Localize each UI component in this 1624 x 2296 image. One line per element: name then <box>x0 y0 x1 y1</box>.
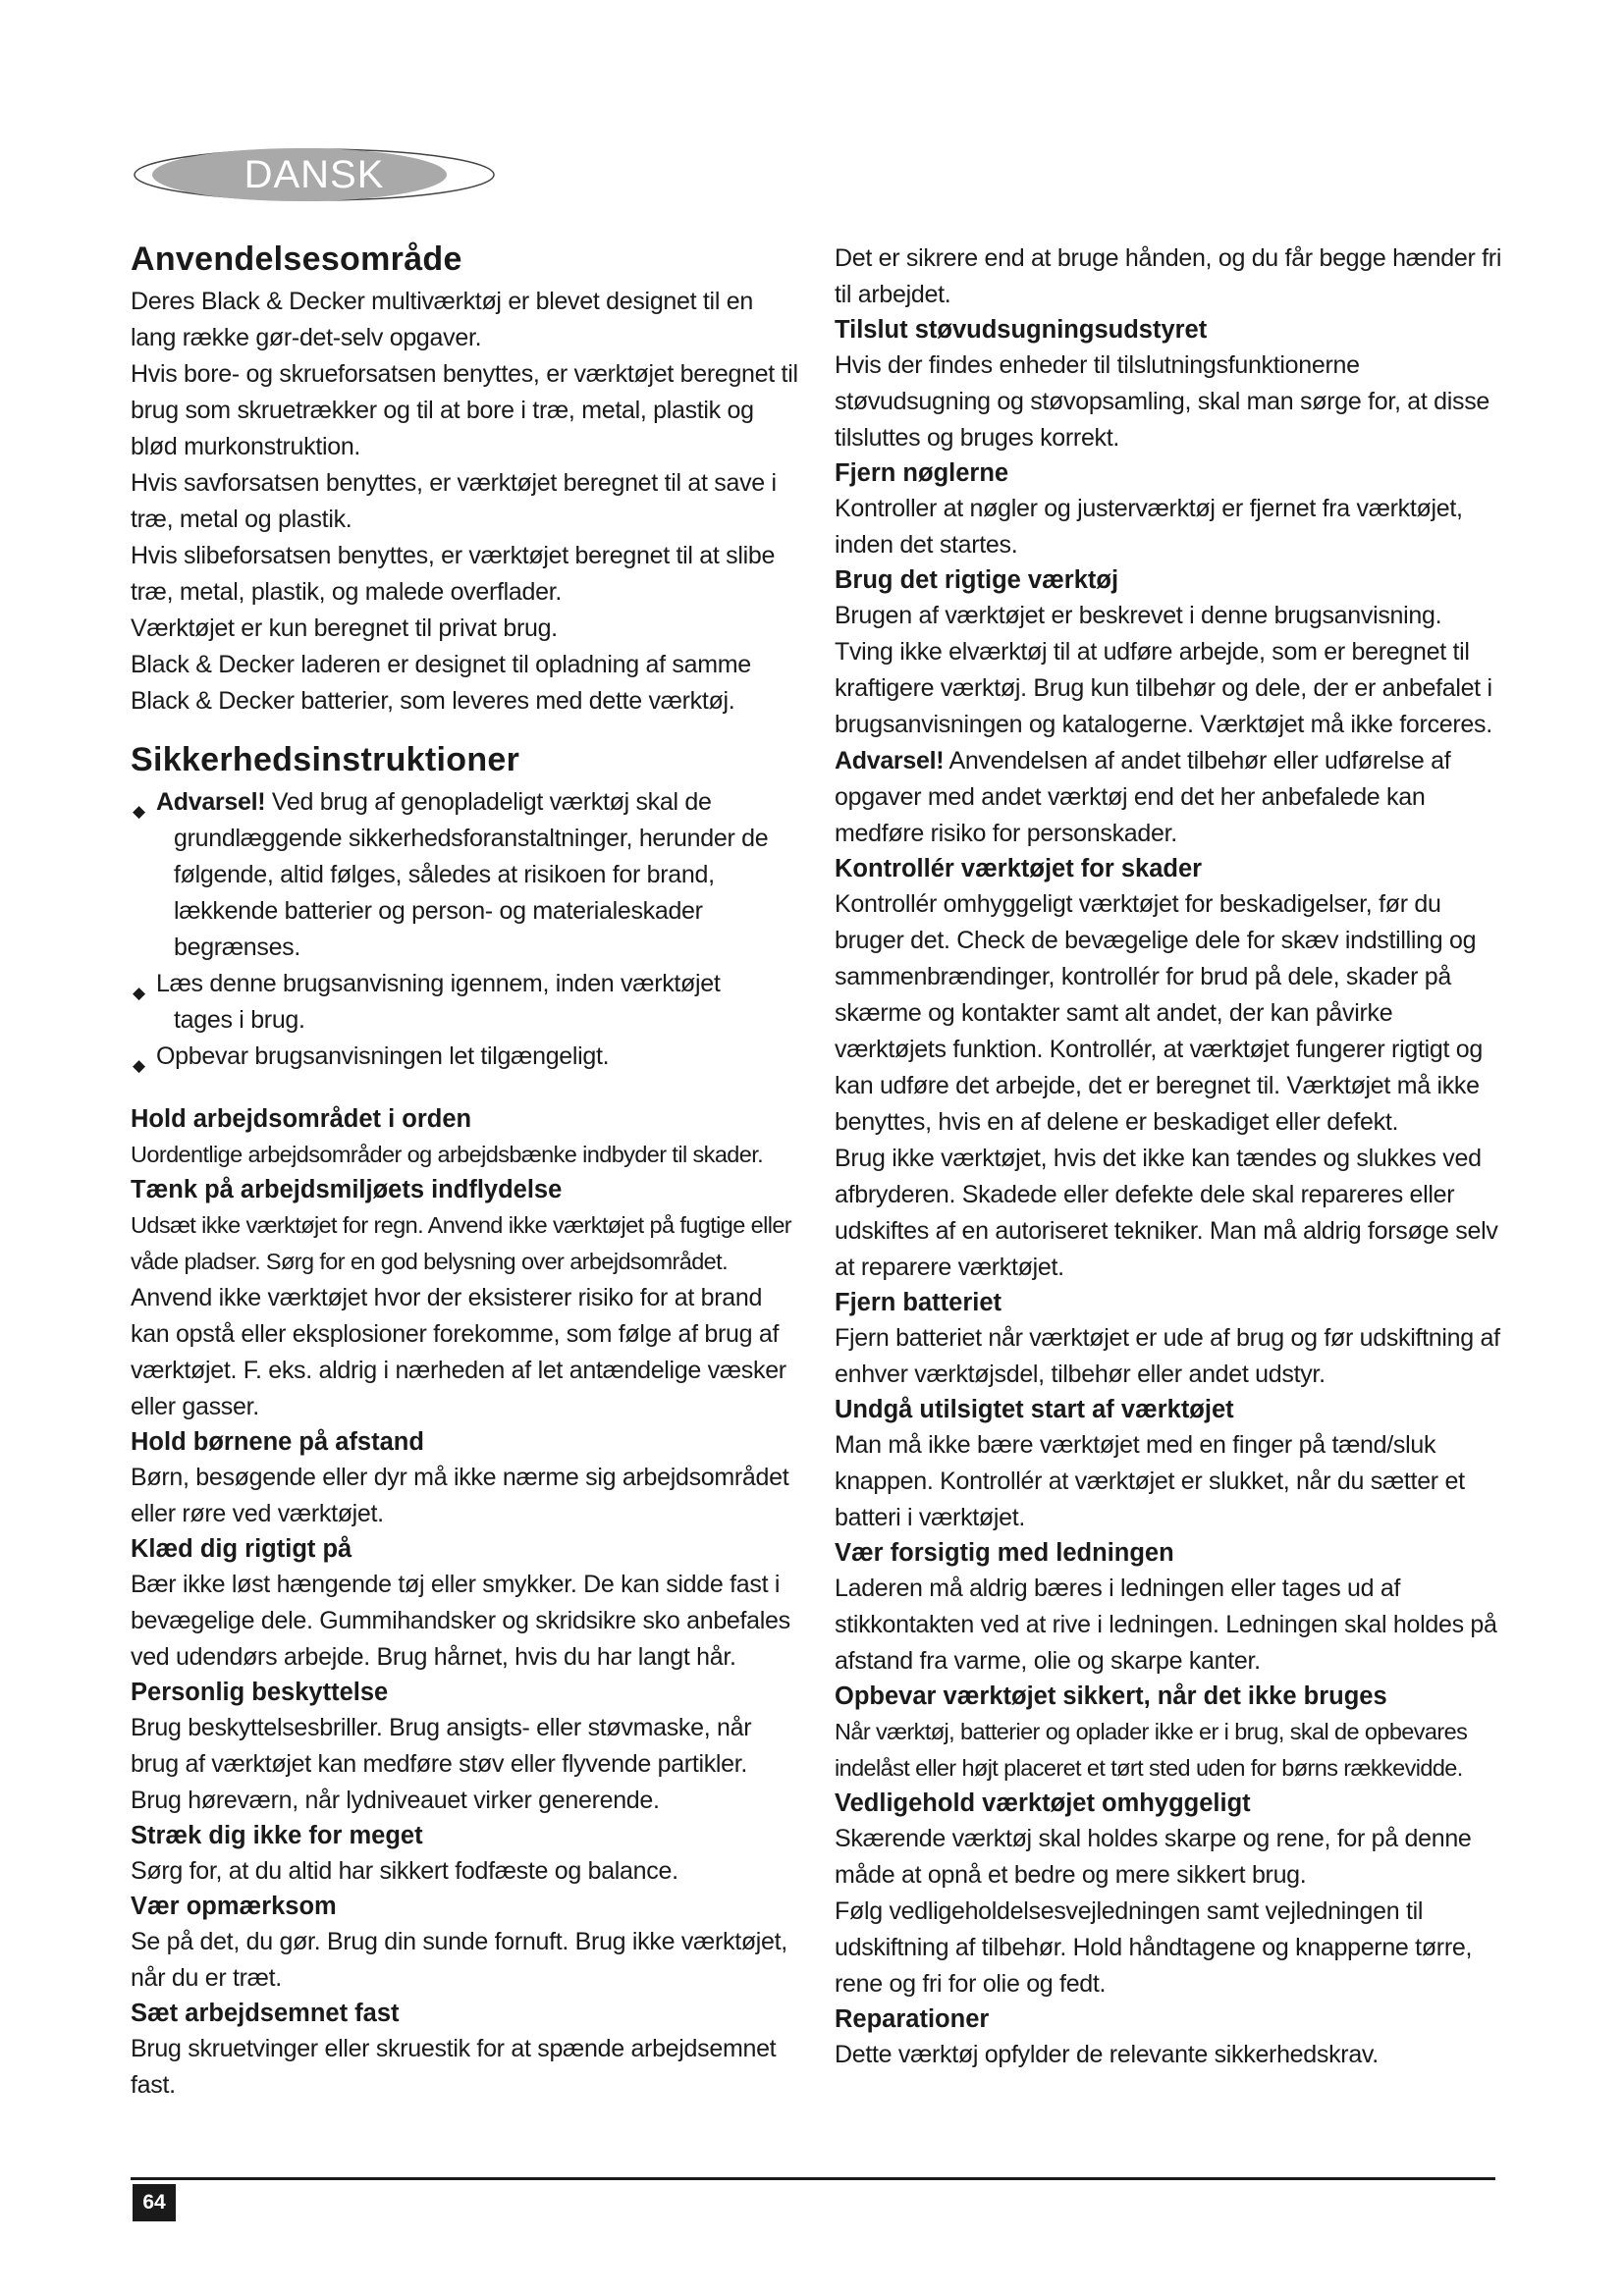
language-label: DANSK <box>244 153 385 196</box>
section-title-safety: Sikkerhedsinstruktioner <box>131 741 520 778</box>
bullet-text: Ved brug af genopladeligt værktøj skal de <box>265 788 712 816</box>
warning-label: Advarsel! <box>156 788 266 816</box>
paragraph: Deres Black & Decker multiværktøj er blevet designet til en lang række gør-det-selv opgaver. <box>131 288 753 351</box>
subheading: Fjern batteriet <box>835 1289 1002 1316</box>
paragraph: Bær ikke løst hængende tøj eller smykker. De kan sidde fast i bevægelige dele. Gummihandsker og skridsikre sko anbefales ved udendørs arbejde. Brug hårnet, hvis du har langt hår. <box>131 1571 790 1671</box>
subheading: Opbevar værktøjet sikkert, når det ikke bruges <box>835 1682 1387 1710</box>
paragraph: Laderen må aldrig bæres i ledningen eller tages ud af stikkontakten ved at rive i ledningen. Ledningen skal holdes på afstand fra varme, olie og skarpe kanter. <box>835 1575 1497 1675</box>
paragraph: Værktøjet er kun beregnet til privat brug. <box>131 614 558 642</box>
paragraph: Fjern batteriet når værktøjet er ude af brug og før udskiftning af enhver værktøjsdel, tilbehør eller andet udstyr. <box>835 1324 1500 1388</box>
subheading: Vær opmærksom <box>131 1893 337 1920</box>
bullet-text-continued: grundlæggende sikkerhedsforanstaltninger, herunder de følgende, altid følges, således at risikoen for brand, lækkende batterier og person- og materialeskader begrænses. <box>174 825 769 961</box>
subheading: Brug det rigtige værktøj <box>835 566 1119 594</box>
subheading: Vedligehold værktøjet omhyggeligt <box>835 1789 1251 1817</box>
paragraph: Sørg for, at du altid har sikkert fodfæste og balance. <box>131 1857 678 1885</box>
subheading: Stræk dig ikke for meget <box>131 1822 423 1849</box>
bullet-item <box>131 784 798 966</box>
paragraph: Dette værktøj opfylder de relevante sikkerhedskrav. <box>835 2041 1379 2068</box>
subheading: Tænk på arbejdsmiljøets indflydelse <box>131 1176 563 1203</box>
subheading: Undgå utilsigtet start af værktøjet <box>835 1396 1234 1423</box>
left-column <box>131 240 798 2104</box>
subheading: Tilslut støvudsugningsudstyret <box>835 316 1208 344</box>
paragraph: Følg vedligeholdelsesvejledningen samt vejledningen til udskiftning af tilbehør. Hold håndtagene og knapperne tørre, rene og fri for olie og fedt. <box>835 1897 1473 1998</box>
paragraph: Kontrollér omhyggeligt værktøjet for beskadigelser, før du bruger det. Check de bevægelige dele for skæv indstilling og sammenbrændinger, kontrollér for brud på dele, skader på skærme og kontakter samt alt andet, der kan påvirke værktøjets funktion. Kontrollér, at værktøjet fungerer rigtigt og kan udføre det arbejde, det er beregnet til. Værktøjet må ikke benyttes, hvis en af delene er beskadiget eller defekt. <box>835 890 1483 1136</box>
subheading: Hold arbejdsområdet i orden <box>131 1105 472 1133</box>
warning-text: Anvendelsen af andet tilbehør eller udførelse af opgaver med andet værktøj end det her anbefalede kan medføre risiko for personskader. <box>835 747 1451 847</box>
paragraph: Man må ikke bære værktøjet med en finger på tænd/sluk knappen. Kontrollér at værktøjet er slukket, når du sætter et batteri i værktøjet. <box>835 1431 1465 1531</box>
section-title-intended-use: Anvendelsesområde <box>131 240 462 278</box>
subheading: Sæt arbejdsemnet fast <box>131 2000 400 2027</box>
bullet-text-continued: tages i brug. <box>174 1006 305 1034</box>
diamond-bullet-icon: ◆ <box>133 802 145 821</box>
subheading: Kontrollér værktøjet for skader <box>835 855 1203 882</box>
warning-label: Advarsel! <box>835 747 945 774</box>
page-number: 64 <box>133 2184 176 2221</box>
paragraph: Når værktøj, batterier og oplader ikke er i brug, skal de opbevares indelåst eller højt placeret et tørt sted uden for børns rækkevidde. <box>835 1719 1468 1781</box>
language-tab <box>133 147 496 202</box>
paragraph: Hvis slibeforsatsen benyttes, er værktøjet beregnet til at slibe træ, metal, plastik, og malede overflader. <box>131 542 776 606</box>
subheading: Fjern nøglerne <box>835 459 1009 487</box>
bullet-text: Opbevar brugsanvisningen let tilgængeligt. <box>156 1042 610 1070</box>
footer-divider <box>131 2177 1495 2180</box>
diamond-bullet-icon: ◆ <box>133 984 145 1002</box>
subheading: Hold børnene på afstand <box>131 1428 424 1456</box>
paragraph: Black & Decker laderen er designet til opladning af samme Black & Decker batterier, som leveres med dette værktøj. <box>131 651 751 715</box>
diamond-bullet-icon: ◆ <box>133 1056 145 1075</box>
safety-bullet-list <box>131 784 798 1075</box>
bullet-item <box>131 1039 798 1075</box>
subheading: Vær forsigtig med ledningen <box>835 1539 1174 1567</box>
paragraph: Kontroller at nøgler og justerværktøj er fjernet fra værktøjet, inden det startes. <box>835 495 1463 559</box>
right-column <box>835 240 1502 2073</box>
paragraph: Brugen af værktøjet er beskrevet i denne brugsanvisning. Tving ikke elværktøj til at udføre arbejde, som er beregnet til kraftigere værktøj. Brug kun tilbehør og dele, der er anbefalet i brugsanvisningen og katalogerne. Værktøjet må ikke forceres. <box>835 602 1492 738</box>
paragraph: Anvend ikke værktøjet hvor der eksisterer risiko for at brand kan opstå eller eksplosioner forekomme, som følge af brug af værktøjet. F. eks. aldrig i nærheden af let antændelige væsker eller gasser. <box>131 1284 786 1420</box>
paragraph: Brug skruetvinger eller skruestik for at spænde arbejdsemnet fast. <box>131 2035 777 2099</box>
paragraph: Se på det, du gør. Brug din sunde fornuft. Brug ikke værktøjet, når du er træt. <box>131 1928 787 1992</box>
paragraph: Udsæt ikke værktøjet for regn. Anvend ikke værktøjet på fugtige eller våde pladser. Sørg for en god belysning over arbejdsområdet. <box>131 1212 792 1274</box>
paragraph: Det er sikrere end at bruge hånden, og du får begge hænder fri til arbejdet. <box>835 244 1502 308</box>
subheading: Reparationer <box>835 2005 990 2033</box>
paragraph: Skærende værktøj skal holdes skarpe og rene, for på denne måde at opnå et bedre og mere sikkert brug. <box>835 1825 1472 1889</box>
paragraph: Brug beskyttelsesbriller. Brug ansigts- eller støvmaske, når brug af værktøjet kan medføre støv eller flyvende partikler. Brug høreværn, når lydniveauet virker generende. <box>131 1714 752 1814</box>
paragraph: Børn, besøgende eller dyr må ikke nærme sig arbejdsområdet eller røre ved værktøjet. <box>131 1464 789 1527</box>
paragraph: Hvis der findes enheder til tilslutningsfunktionerne støvudsugning og støvopsamling, skal man sørge for, at disse tilsluttes og bruges korrekt. <box>835 351 1490 452</box>
bullet-text: Læs denne brugsanvisning igennem, inden værktøjet <box>156 970 721 997</box>
paragraph: Hvis savforsatsen benyttes, er værktøjet beregnet til at save i træ, metal og plastik. <box>131 469 777 533</box>
subheading: Personlig beskyttelse <box>131 1679 389 1706</box>
warning-paragraph <box>835 743 1502 852</box>
paragraph: Uordentlige arbejdsområder og arbejdsbænke indbyder til skader. <box>131 1142 764 1167</box>
bullet-item <box>131 966 798 1039</box>
subheading: Klæd dig rigtigt på <box>131 1535 352 1563</box>
paragraph: Brug ikke værktøjet, hvis det ikke kan tændes og slukkes ved afbryderen. Skadede eller defekte dele skal repareres eller udskiftes af en autoriseret tekniker. Man må aldrig forsøge selv at reparere værktøjet. <box>835 1145 1498 1281</box>
paragraph: Hvis bore- og skrueforsatsen benyttes, er værktøjet beregnet til brug som skruetrækker og til at bore i træ, metal, plastik og blød murkonstruktion. <box>131 360 798 460</box>
